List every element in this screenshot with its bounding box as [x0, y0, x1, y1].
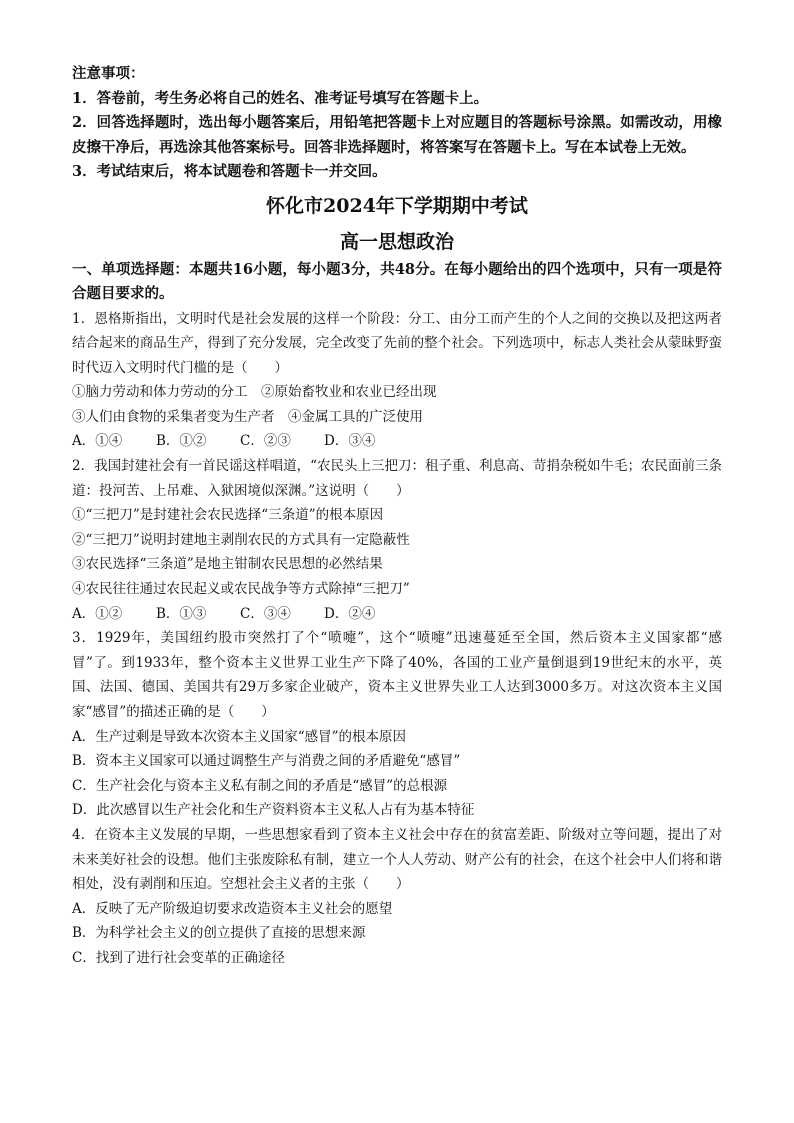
statement-line: ①脑力劳动和体力劳动的分工 ②原始畜牧业和农业已经出现: [72, 384, 437, 401]
choice-d: D．③④: [324, 433, 376, 450]
statement-line: ②“三把刀”说明封建地主剥削农民的方式具有一定隐蔽性: [72, 531, 410, 548]
statement-line: ①“三把刀”是封建社会农民选择“三条道”的根本原因: [72, 507, 384, 524]
notice-item-2: 2．回答选择题时，选出每小题答案后，用铅笔把答题卡上对应题目的答题标号涂黑。如需改动，用橡皮擦干净后，再选涂其他答案标号。回答非选择题时，将答案写在答题卡上。写在本试卷上无效。: [72, 114, 722, 156]
choice-row: [72, 602, 722, 627]
statement-line: ④农民往往通过农民起义或农民战争等方式除掉“三把刀”: [72, 581, 410, 598]
question-stem: 3．1929年，美国纽约股市突然打了个“喷嚏”，这个“喷嚏”迅速蔓延至全国，然后资本主义国家都“感冒”了。到1933年，整个资本主义世界工业生产下降了40%，各国的工业产量倒退到19世纪末的水平，英国、法国、德国、美国共有29万多家企业破产，资本主义世界失业工人达到3000多万。对这次资本主义国家“感冒”的描述正确的是（ ）: [72, 630, 722, 720]
notice-title: 注意事项：: [72, 65, 145, 82]
choice-a: A．①④: [72, 433, 123, 450]
question-stem: 1．恩格斯指出，文明时代是社会发展的这样一个阶段：分工、由分工而产生的个人之间的交换以及把这两者结合起来的商品生产，得到了充分发展，完全改变了先前的整个社会。下列选项中，标志人类社会从蒙昧野蛮时代迈入文明时代门槛的是（ ）: [72, 310, 722, 376]
notice-block: [72, 62, 722, 185]
choice-c: C．③④: [240, 605, 291, 622]
option-a: A．反映了无产阶级迫切要求改造资本主义社会的愿望: [72, 900, 393, 917]
option-b: B．为科学社会主义的创立提供了直接的思想来源: [72, 925, 366, 942]
question-1: [72, 307, 722, 455]
choice-b: B．①③: [156, 605, 207, 622]
exam-title: 怀化市2024年下学期期中考试: [266, 194, 528, 217]
option-b: B．资本主义国家可以通过调整生产与消费之间的矛盾避免“感冒”: [72, 753, 461, 770]
question-stem: 4．在资本主义发展的早期，一些思想家看到了资本主义社会中存在的贫富差距、阶级对立等问题，提出了对未来美好社会的设想。他们主张废除私有制，建立一个人人劳动、财产公有的社会，在这个社会中人们将和谐相处，没有剥削和压迫。空想社会主义者的主张（ ）: [72, 826, 722, 893]
question-2: [72, 454, 722, 626]
question-3: [72, 626, 722, 823]
option-d: D．此次感冒以生产社会化和生产资料资本主义私人占有为基本特征: [72, 802, 475, 819]
subject-title: 高一思想政治: [339, 230, 454, 253]
choice-b: B．①②: [156, 433, 207, 450]
choice-a: A．①②: [72, 605, 123, 622]
question-4: [72, 823, 722, 971]
option-c: C．生产社会化与资本主义私有制之间的矛盾是“感冒”的总根源: [72, 777, 448, 794]
notice-item-1: 1．答卷前，考生务必将自己的姓名、准考证号填写在答题卡上。: [72, 89, 489, 107]
question-stem: 2．我国封建社会有一首民谣这样唱道，“农民头上三把刀：租子重、利息高、苛捐杂税如牛毛；农民面前三条道：投河苦、上吊难、入狱困境似深渊。”这说明（ ）: [72, 458, 722, 499]
statement-line: ③农民选择“三条道”是地主钳制农民思想的必然结果: [72, 556, 383, 573]
choice-c: C．②③: [240, 433, 291, 450]
choice-d: D．②④: [324, 605, 376, 622]
statement-line: ③人们由食物的采集者变为生产者 ④金属工具的广泛使用: [72, 408, 423, 425]
choice-row: [72, 429, 722, 454]
exam-page: [72, 62, 722, 971]
section-heading: 一、单项选择题：本题共16小题，每小题3分，共48分。在每小题给出的四个选项中，只有一项是符合题目要求的。: [72, 260, 722, 302]
option-c: C．找到了进行社会变革的正确途径: [72, 949, 285, 966]
option-a: A．生产过剩是导致本次资本主义国家“感冒”的根本原因: [72, 728, 407, 745]
notice-item-3: 3．考试结束后，将本试题卷和答题卡一并交回。: [72, 163, 387, 180]
